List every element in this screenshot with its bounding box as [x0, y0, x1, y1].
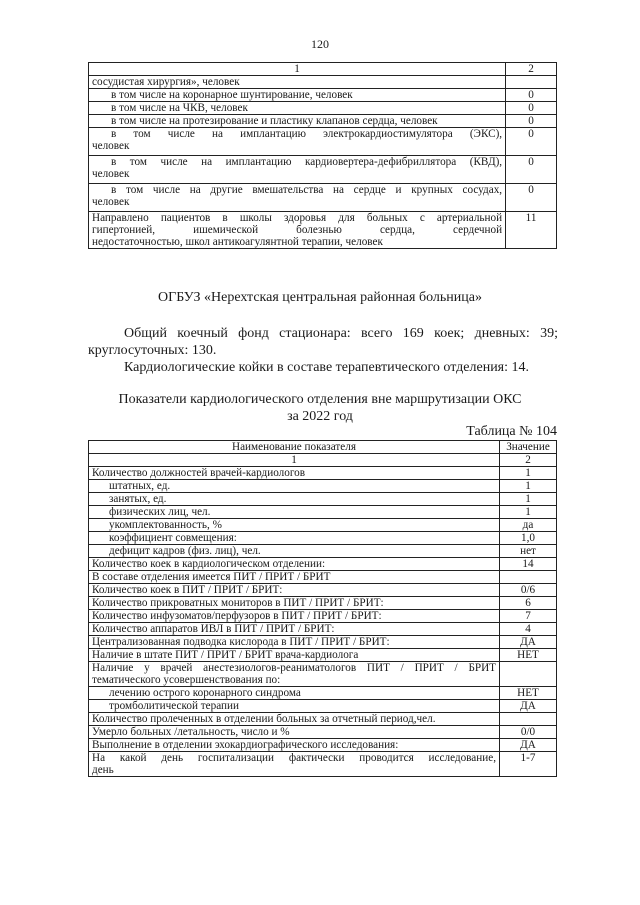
row-value: 0: [506, 115, 557, 128]
table-row: [89, 76, 557, 89]
table-row: [89, 739, 557, 752]
row-label: занятых, ед.: [89, 493, 500, 506]
column-number: 2: [500, 454, 557, 467]
row-label: [89, 212, 506, 249]
cardio-beds-line: Кардиологические койки в составе терапевтического отделения: 14.: [124, 360, 530, 375]
row-value: 1: [500, 467, 557, 480]
row-value: 0: [506, 89, 557, 102]
row-label: [89, 128, 506, 156]
row-value: 6: [500, 597, 557, 610]
row-value: [506, 76, 557, 89]
row-label: штатных, ед.: [89, 480, 500, 493]
row-value: 14: [500, 558, 557, 571]
row-label-line: гипертонией, ишемической болезнью сердца, сердечной: [92, 224, 503, 236]
row-value: ДА: [500, 636, 557, 649]
row-label: в том числе на коронарное шунтирование, человек: [89, 89, 506, 102]
section-title: Показатели кардиологического отделения вне маршрутизации ОКС: [118, 392, 522, 407]
row-value: ДА: [500, 700, 557, 713]
row-label: [89, 752, 500, 777]
row-label: Количество пролеченных в отделении больных за отчетный период,чел.: [89, 713, 500, 726]
table-row: [89, 506, 557, 519]
row-label-line: недостаточностью, школ антикоагулянтной терапии, человек: [92, 236, 383, 248]
row-value: 11: [506, 212, 557, 249]
table-row: [89, 662, 557, 687]
cardiology-indicators-table: [88, 440, 557, 777]
table-row: [89, 623, 557, 636]
row-label: Количество прикроватных мониторов в ПИТ / ПРИТ / БРИТ:: [89, 597, 500, 610]
row-label-line: день: [92, 764, 114, 776]
row-label-line: в том числе на имплантацию электрокардиостимулятора (ЭКС),: [111, 128, 503, 140]
row-label: Умерло больных /летальность, число и %: [89, 726, 500, 739]
table-header-row: [89, 441, 557, 454]
row-label: тромболитической терапии: [89, 700, 500, 713]
table-number: Таблица № 104: [466, 424, 557, 439]
row-label: [89, 156, 506, 184]
column-number: 2: [506, 63, 557, 76]
table-row: [89, 687, 557, 700]
section-title-year: за 2022 год: [287, 409, 353, 424]
table-row: [89, 636, 557, 649]
row-label: коэффициент совмещения:: [89, 532, 500, 545]
table-row: [89, 467, 557, 480]
row-value: НЕТ: [500, 649, 557, 662]
continued-table: [88, 62, 557, 249]
cardio-beds-paragraph: [88, 359, 558, 376]
row-label: Количество коек в кардиологическом отделении:: [89, 558, 500, 571]
row-label: Выполнение в отделении эхокардиографического исследования:: [89, 739, 500, 752]
table-row: [89, 519, 557, 532]
row-value: 0: [506, 156, 557, 184]
table-row: [89, 545, 557, 558]
row-value: [500, 713, 557, 726]
row-label: В составе отделения имеется ПИТ / ПРИТ / БРИТ: [89, 571, 500, 584]
row-value: [500, 571, 557, 584]
row-value: 0: [506, 184, 557, 212]
row-value: 1: [500, 480, 557, 493]
row-label-line: человек: [92, 168, 130, 180]
table-row: [89, 102, 557, 115]
table-row: [89, 558, 557, 571]
row-value: 1-7: [500, 752, 557, 777]
column-header: Наименование показателя: [89, 441, 500, 454]
row-label: лечению острого коронарного синдрома: [89, 687, 500, 700]
row-label: Количество коек в ПИТ / ПРИТ / БРИТ:: [89, 584, 500, 597]
row-value: 7: [500, 610, 557, 623]
column-header: Значение: [500, 441, 557, 454]
row-label-line: в том числе на другие вмешательства на сердце и крупных сосудах,: [111, 184, 503, 196]
row-value: ДА: [500, 739, 557, 752]
row-label: физических лиц, чел.: [89, 506, 500, 519]
table-row: [89, 752, 557, 777]
row-label-line: Наличие у врачей анестезиологов-реаниматологов ПИТ / ПРИТ / БРИТ: [92, 662, 497, 674]
column-number: 1: [89, 63, 506, 76]
hospital-title: ОГБУЗ «Нерехтская центральная районная больница»: [158, 290, 482, 305]
row-value: нет: [500, 545, 557, 558]
row-value: 1,0: [500, 532, 557, 545]
row-label: [89, 662, 500, 687]
table-row: [89, 584, 557, 597]
row-value: 0: [506, 102, 557, 115]
row-value: 1: [500, 493, 557, 506]
table-row: [89, 571, 557, 584]
table-header-row: [89, 63, 557, 76]
table-row: [89, 115, 557, 128]
row-label: Количество должностей врачей-кардиологов: [89, 467, 500, 480]
row-label: Количество инфузоматов/перфузоров в ПИТ / ПРИТ / БРИТ:: [89, 610, 500, 623]
row-label: дефицит кадров (физ. лиц), чел.: [89, 545, 500, 558]
table-row: [89, 212, 557, 249]
row-label-line: человек: [92, 140, 130, 152]
row-label: укомплектованность, %: [89, 519, 500, 532]
bed-fund-line: круглосуточных: 130.: [88, 343, 217, 358]
row-label: Количество аппаратов ИВЛ в ПИТ / ПРИТ / БРИТ:: [89, 623, 500, 636]
row-label: Централизованная подводка кислорода в ПИТ / ПРИТ / БРИТ:: [89, 636, 500, 649]
row-label-line: человек: [92, 196, 130, 208]
table-row: [89, 649, 557, 662]
row-label-line: в том числе на имплантацию кардиовертера-дефибриллятора (КВД),: [111, 156, 503, 168]
table-row: [89, 597, 557, 610]
table-row: [89, 493, 557, 506]
row-value: НЕТ: [500, 687, 557, 700]
row-label: Наличие в штате ПИТ / ПРИТ / БРИТ врача-кардиолога: [89, 649, 500, 662]
table-row: [89, 184, 557, 212]
column-number: 1: [89, 454, 500, 467]
row-label: [89, 184, 506, 212]
bed-fund-paragraph: [88, 325, 558, 359]
row-value: 4: [500, 623, 557, 636]
row-value: 0/0: [500, 726, 557, 739]
table-row: [89, 89, 557, 102]
row-value: [500, 662, 557, 687]
row-label-line: Направлено пациентов в школы здоровья для больных с артериальной: [92, 212, 503, 224]
bed-fund-line: Общий коечный фонд стационара: всего 169 коек; дневных: 39;: [124, 326, 558, 341]
table-row: [89, 532, 557, 545]
table-row: [89, 700, 557, 713]
table-row: [89, 713, 557, 726]
row-value: 1: [500, 506, 557, 519]
row-value: 0/6: [500, 584, 557, 597]
table-row: [89, 726, 557, 739]
row-label-line: На какой день госпитализации фактически проводится исследование,: [92, 752, 497, 764]
row-label: сосудистая хирургия», человек: [89, 76, 506, 89]
table-row: [89, 156, 557, 184]
table-row: [89, 480, 557, 493]
table-row: [89, 610, 557, 623]
row-label-line: тематического усовершенствования по:: [92, 674, 281, 686]
table-number-row: [89, 454, 557, 467]
row-label: в том числе на протезирование и пластику клапанов сердца, человек: [89, 115, 506, 128]
row-label: в том числе на ЧКВ, человек: [89, 102, 506, 115]
row-value: 0: [506, 128, 557, 156]
page-number: 120: [311, 37, 329, 51]
row-value: да: [500, 519, 557, 532]
table-row: [89, 128, 557, 156]
